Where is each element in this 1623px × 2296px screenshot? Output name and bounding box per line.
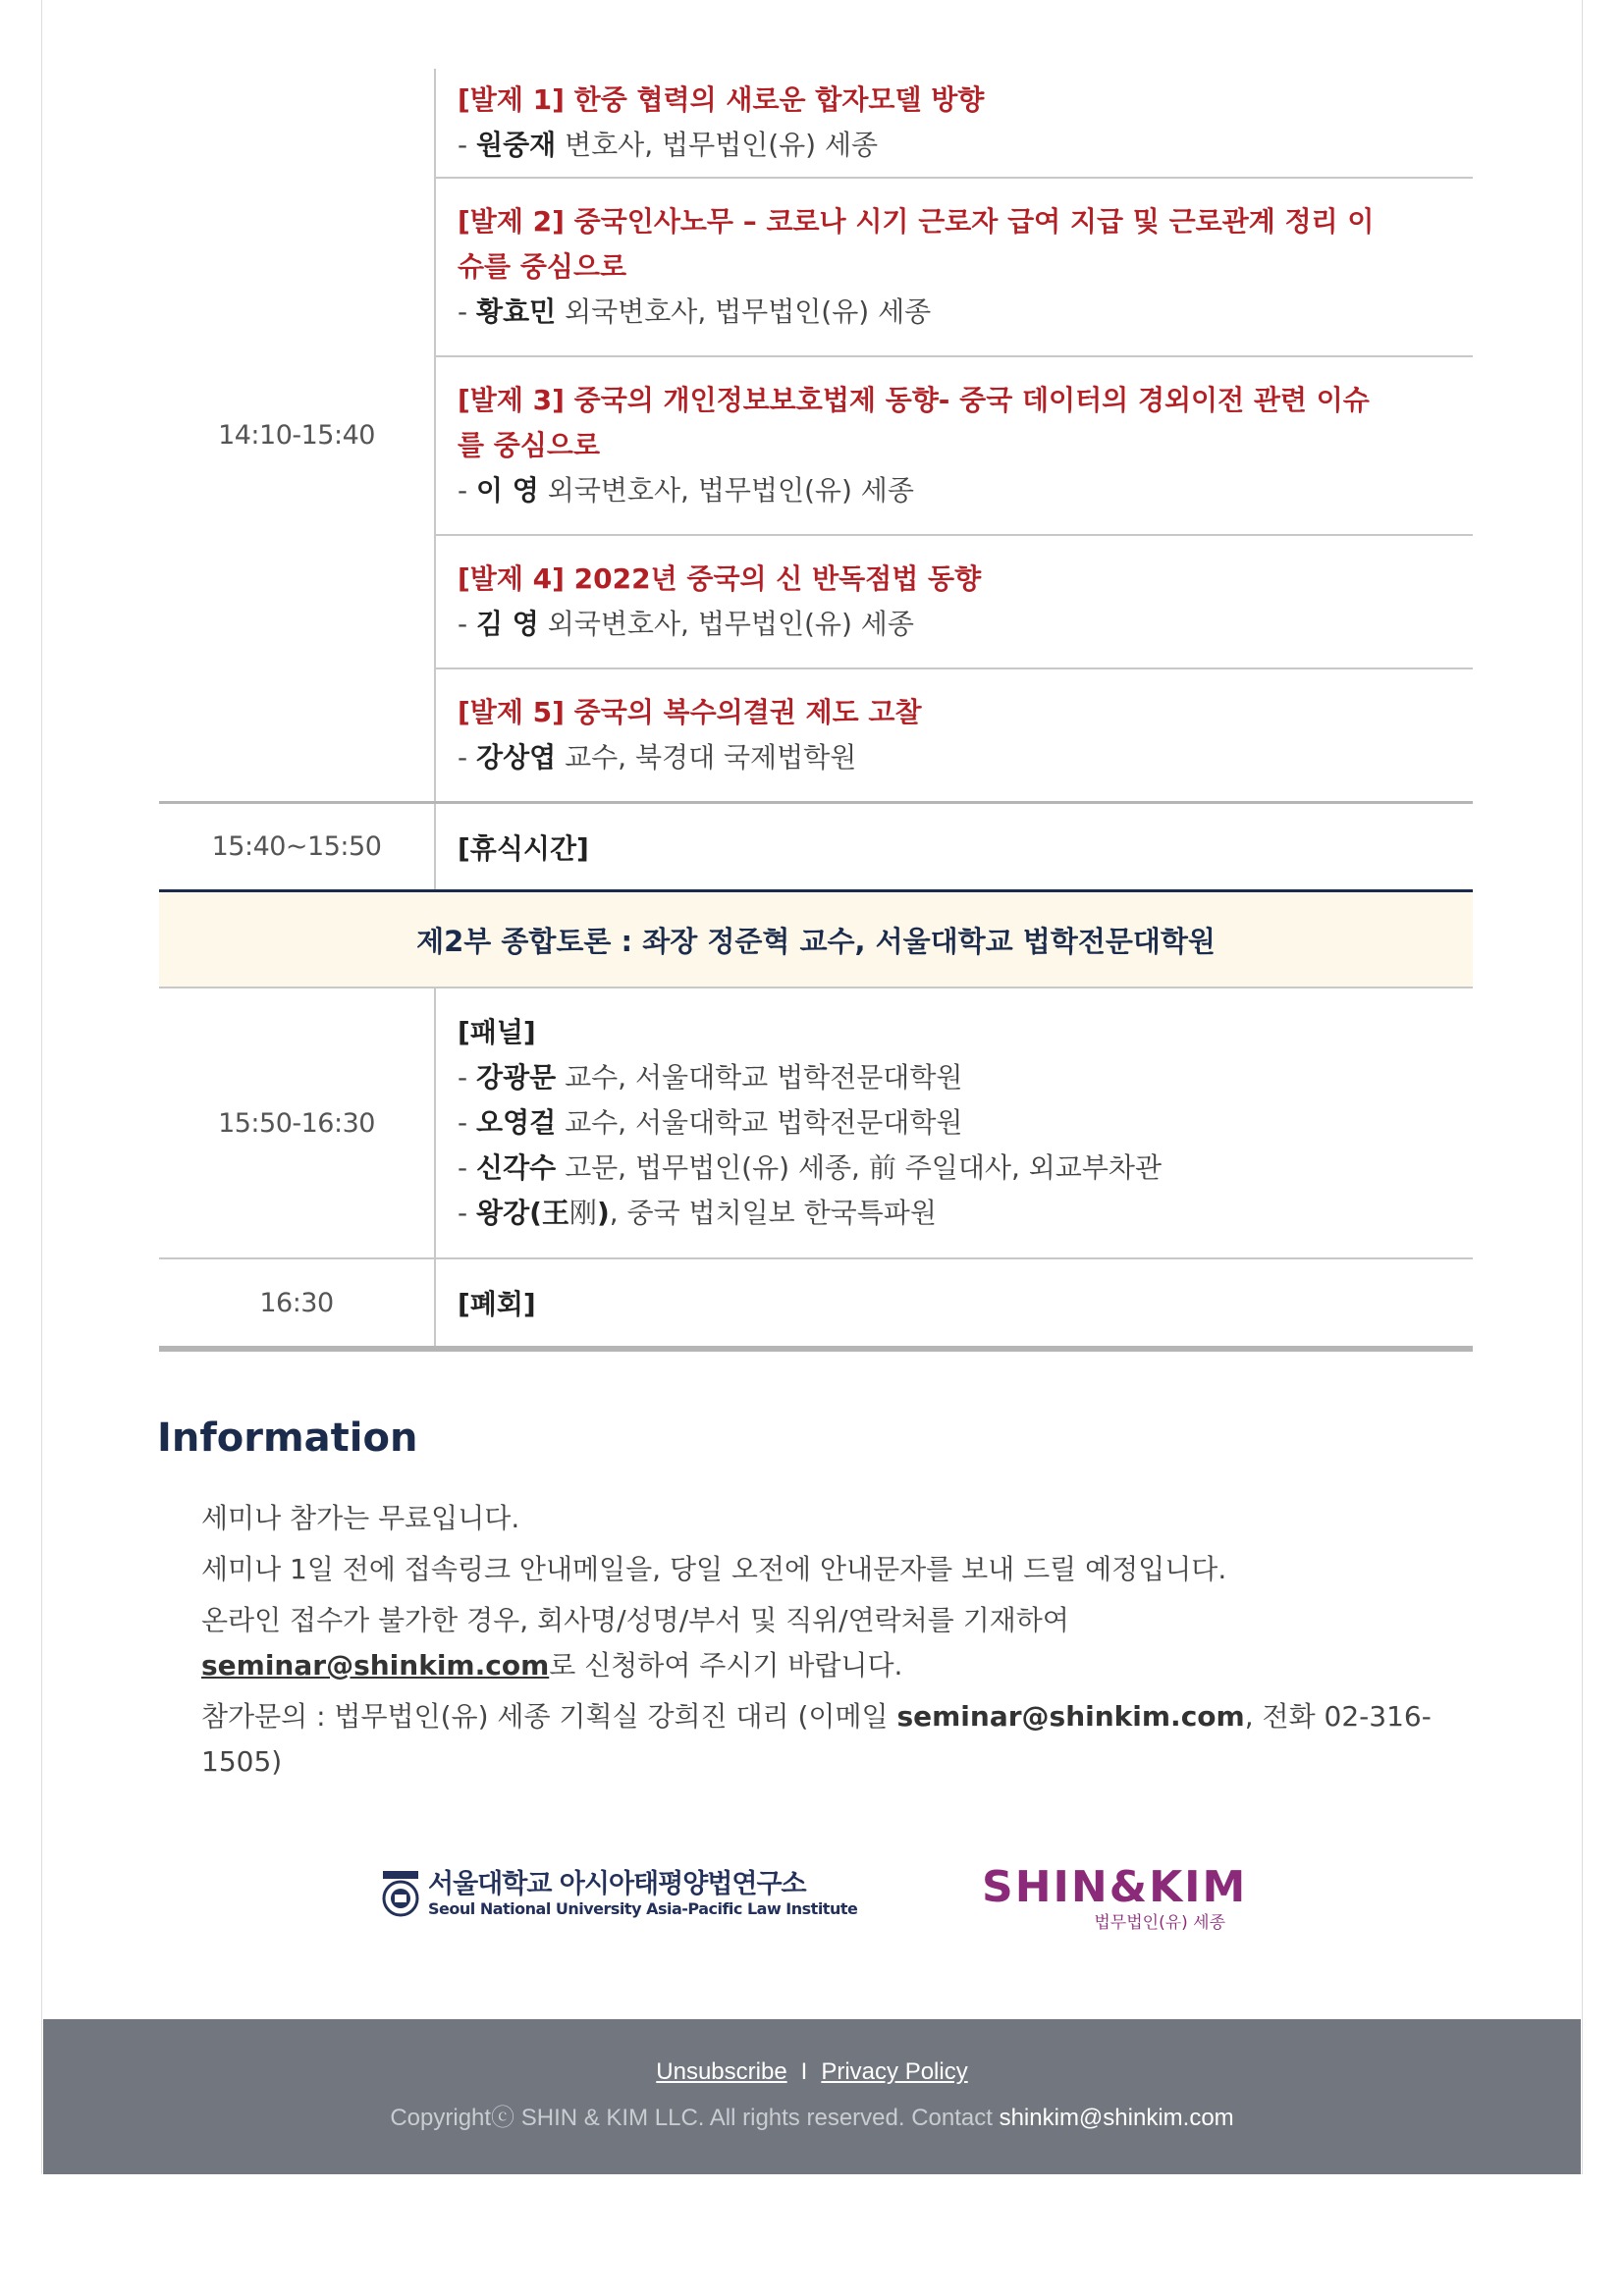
presentation-title: [발제 1] 한중 협력의 새로운 합자모델 방향 — [458, 83, 985, 116]
presentations-list — [436, 69, 1473, 801]
title-line: [발제 3] 중국의 개인정보보호법제 동향- 중국 데이터의 경외이전 관련 이슈 — [458, 384, 1370, 416]
speaker-name: 강상엽 — [476, 741, 557, 774]
speaker-name: 원중재 — [476, 129, 557, 161]
speaker-role: 변호사, 법무법인(유) 세종 — [556, 129, 879, 161]
info-line-text: 온라인 접수가 불가한 경우, 회사명/성명/부서 및 직위/연락처를 기재하여 — [201, 1604, 1069, 1636]
time-cell: 15:50-16:30 — [159, 988, 436, 1257]
panel-member-name-end: ) — [596, 1197, 610, 1229]
footer-separator: I — [800, 2058, 808, 2085]
info-line: 세미나 참가는 무료입니다. — [201, 1502, 520, 1534]
title-line: 슈를 중심으로 — [458, 250, 627, 283]
presentation-speaker: - 김 영 외국변호사, 법무법인(유) 세종 — [458, 608, 914, 640]
speaker-name: 김 영 — [476, 608, 539, 640]
snu-logo-english: Seoul National University Asia-Pacific Law Institute — [428, 1899, 858, 1918]
shinkim-logo-main: SHIN&KIM — [982, 1862, 1248, 1912]
part2-header: 제2부 종합토론 : 좌장 정준혁 교수, 서울대학교 법학전문대학원 — [159, 889, 1473, 988]
info-line: 세미나 1일 전에 접속링크 안내메일을, 당일 오전에 안내문자를 보내 드릴 예정입니다. — [201, 1553, 1227, 1585]
presentation-item — [436, 179, 1473, 357]
presentation-speaker: - 황효민 외국변호사, 법무법인(유) 세종 — [458, 295, 932, 328]
panel-member-role: 고문, 법무법인(유) 세종, 前 주일대사, 외교부차관 — [556, 1151, 1162, 1184]
inquiry-email[interactable]: seminar@shinkim.com — [896, 1700, 1245, 1733]
panel-member-role: 교수, 서울대학교 법학전문대학원 — [556, 1061, 963, 1094]
speaker-name: 이 영 — [476, 474, 539, 507]
snu-logo — [381, 1870, 857, 1919]
info-line-text: , 전화 02-316- — [1244, 1700, 1432, 1733]
presentation-speaker: - 강상엽 교수, 북경대 국제법학원 — [458, 741, 857, 774]
panel-label: [패널] — [458, 1016, 536, 1048]
presentation-item — [436, 69, 1473, 179]
schedule-row-break — [159, 804, 1473, 889]
info-line: 1505) — [201, 1745, 283, 1778]
presentation-speaker: - 이 영 외국변호사, 법무법인(유) 세종 — [458, 474, 914, 507]
panel-member-name: 신각수 — [476, 1151, 557, 1184]
speaker-name: 황효민 — [476, 295, 557, 328]
title-line: [발제 2] 중국인사노무 – 코로나 시기 근로자 급여 지급 및 근로관계 정리 이 — [458, 205, 1375, 238]
schedule-row-closing — [159, 1259, 1473, 1352]
panel-member-name: 오영걸 — [476, 1106, 557, 1139]
panel-member: - 오영걸 교수, 서울대학교 법학전문대학원 — [458, 1106, 963, 1139]
footer — [43, 2019, 1581, 2174]
panel-member-name: 강광문 — [476, 1061, 557, 1094]
info-line-text: 로 신청하여 주시기 바랍니다. — [549, 1649, 903, 1682]
snu-emblem-icon — [381, 1871, 420, 1918]
time-cell: 16:30 — [159, 1259, 436, 1346]
schedule-row-panel — [159, 988, 1473, 1259]
speaker-role: 외국변호사, 법무법인(유) 세종 — [538, 608, 914, 640]
panel-member-role: 교수, 서울대학교 법학전문대학원 — [556, 1106, 963, 1139]
break-label: [휴식시간] — [458, 831, 589, 865]
panel-list — [436, 988, 1473, 1257]
title-line: 를 중심으로 — [458, 429, 600, 461]
copyright-text: Copyrightⓒ SHIN & KIM LLC. All rights reserved. Contact — [390, 2105, 1000, 2131]
information-heading: Information — [157, 1415, 418, 1461]
footer-links — [43, 2058, 1581, 2086]
privacy-policy-link[interactable]: Privacy Policy — [821, 2058, 968, 2085]
panel-member: - 왕강(王刚), 중국 법치일보 한국특파원 — [458, 1197, 937, 1229]
panel-member: - 강광문 교수, 서울대학교 법학전문대학원 — [458, 1061, 963, 1094]
presentation-speaker: - 원중재 변호사, 법무법인(유) 세종 — [458, 129, 879, 161]
presentation-item — [436, 536, 1473, 669]
presentation-title — [458, 378, 1449, 468]
info-line-text: 참가문의 : 법무법인(유) 세종 기획실 강희진 대리 (이메일 — [201, 1700, 897, 1733]
panel-member-name: 왕강(王 — [476, 1197, 569, 1229]
info-line — [201, 1598, 1468, 1643]
panel-member: - 신각수 고문, 법무법인(유) 세종, 前 주일대사, 외교부차관 — [458, 1151, 1162, 1184]
presentation-item — [436, 669, 1473, 801]
speaker-role: 외국변호사, 법무법인(유) 세종 — [538, 474, 914, 507]
panel-member-role: , 중국 법치일보 한국특파원 — [609, 1197, 937, 1229]
speaker-role: 외국변호사, 법무법인(유) 세종 — [556, 295, 932, 328]
registration-email-link[interactable]: seminar@shinkim.com — [201, 1649, 550, 1682]
speaker-role: 교수, 북경대 국제법학원 — [556, 741, 857, 774]
information-body — [201, 1496, 1468, 1790]
footer-copyright — [43, 2098, 1581, 2132]
unsubscribe-link[interactable]: Unsubscribe — [656, 2058, 787, 2085]
panel-member-name-hanja: 刚 — [568, 1197, 597, 1229]
time-cell: 15:40~15:50 — [159, 804, 436, 889]
presentation-item — [436, 357, 1473, 536]
info-line — [201, 1643, 1468, 1688]
closing-label: [폐회] — [458, 1288, 536, 1320]
time-cell: 14:10-15:40 — [159, 69, 436, 801]
schedule-table — [159, 69, 1473, 1352]
contact-email[interactable]: shinkim@shinkim.com — [999, 2105, 1234, 2131]
snu-logo-korean: 서울대학교 아시아태평양법연구소 — [428, 1869, 806, 1899]
presentation-title: [발제 5] 중국의 복수의결권 제도 고찰 — [458, 696, 922, 728]
presentation-title: [발제 4] 2022년 중국의 신 반독점법 동향 — [458, 562, 982, 595]
schedule-row-presentations — [159, 69, 1473, 804]
info-line — [201, 1694, 1468, 1739]
shinkim-logo — [982, 1862, 1248, 1934]
shinkim-logo-sub: 법무법인(유) 세종 — [1094, 1913, 1225, 1933]
presentation-title — [458, 199, 1449, 290]
